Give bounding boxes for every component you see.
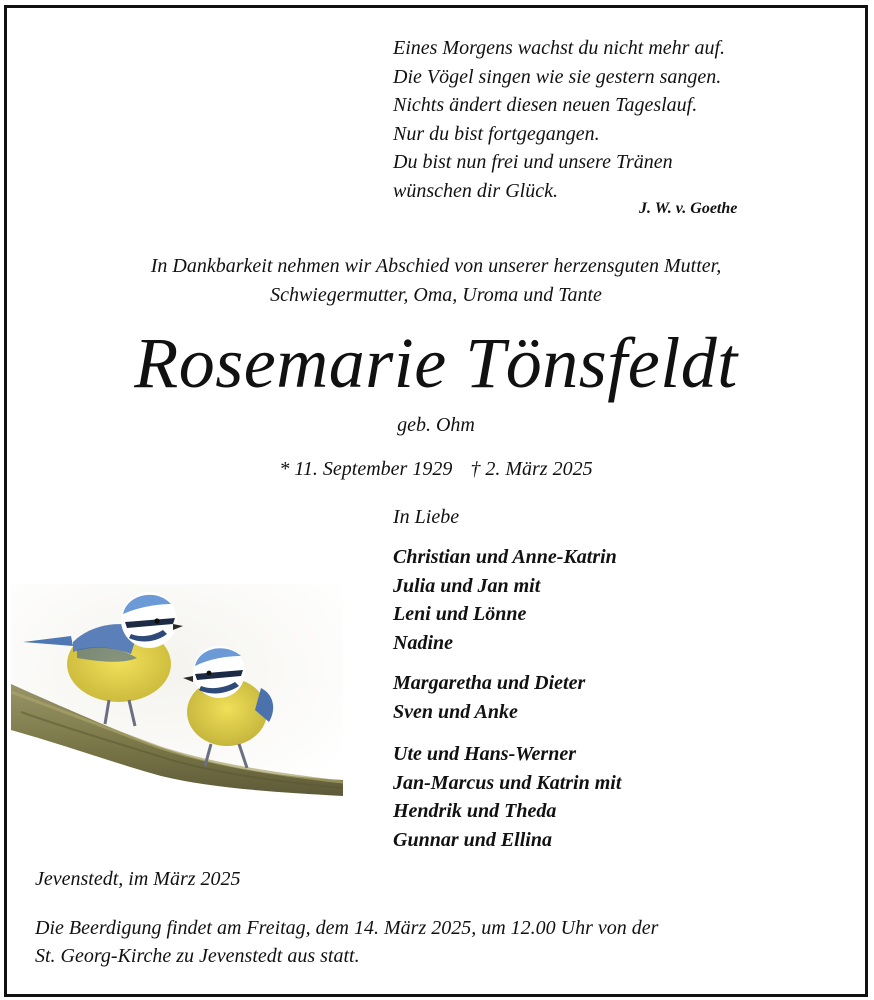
poem-line: Die Vögel singen wie sie gestern sangen.	[393, 65, 722, 88]
obituary-card	[4, 5, 868, 997]
poem-line: Nur du bist fortgegangen.	[393, 122, 600, 145]
deceased-name: Rosemarie Tönsfeldt	[134, 323, 738, 403]
intro-text	[7, 252, 865, 310]
poem-line: Du bist nun frei und unsere Tränen	[393, 151, 673, 173]
mourner-line: Julia und Jan mit	[393, 574, 541, 597]
mourner-line: Leni und Lönne	[393, 603, 527, 625]
mourner-line: Jan-Marcus und Katrin mit	[393, 771, 622, 794]
mourner-line: Ute und Hans-Werner	[393, 743, 576, 765]
mourners-group	[393, 740, 621, 854]
mourners-group	[393, 543, 617, 657]
place-date: Jevenstedt, im März 2025	[35, 868, 241, 890]
mourner-line: Sven und Anke	[393, 700, 518, 723]
life-dates	[7, 458, 865, 481]
funeral-notice	[35, 914, 775, 970]
poem-line: Eines Morgens wachst du nicht mehr auf.	[393, 37, 726, 59]
funeral-line: Die Beerdigung findet am Freitag, dem 14. März 2025, um 12.00 Uhr von der	[35, 917, 659, 939]
funeral-line: St. Georg-Kirche zu Jevenstedt aus statt.	[35, 945, 360, 967]
intro-line: Schwiegermutter, Oma, Uroma und Tante	[270, 284, 602, 306]
mourner-line: Margaretha und Dieter	[393, 672, 586, 694]
mourners-group	[393, 669, 585, 726]
maiden-name: geb. Ohm	[397, 414, 475, 436]
birth-date: * 11. September 1929	[279, 458, 453, 480]
poem	[393, 34, 793, 205]
mourners-heading: In Liebe	[393, 506, 460, 528]
blue-tits-illustration	[11, 584, 343, 796]
mourner-line: Christian und Anne-Katrin	[393, 546, 617, 568]
mourner-line: Gunnar und Ellina	[393, 828, 552, 851]
mourner-line: Nadine	[393, 631, 453, 654]
poem-line: Nichts ändert diesen neuen Tageslauf.	[393, 94, 698, 116]
poem-author: J. W. v. Goethe	[639, 200, 738, 217]
intro-line: In Dankbarkeit nehmen wir Abschied von unserer herzensguten Mutter,	[150, 255, 722, 277]
death-date: † 2. März 2025	[470, 458, 593, 480]
mourner-line: Hendrik und Theda	[393, 800, 557, 822]
poem-line: wünschen dir Glück.	[393, 179, 558, 202]
